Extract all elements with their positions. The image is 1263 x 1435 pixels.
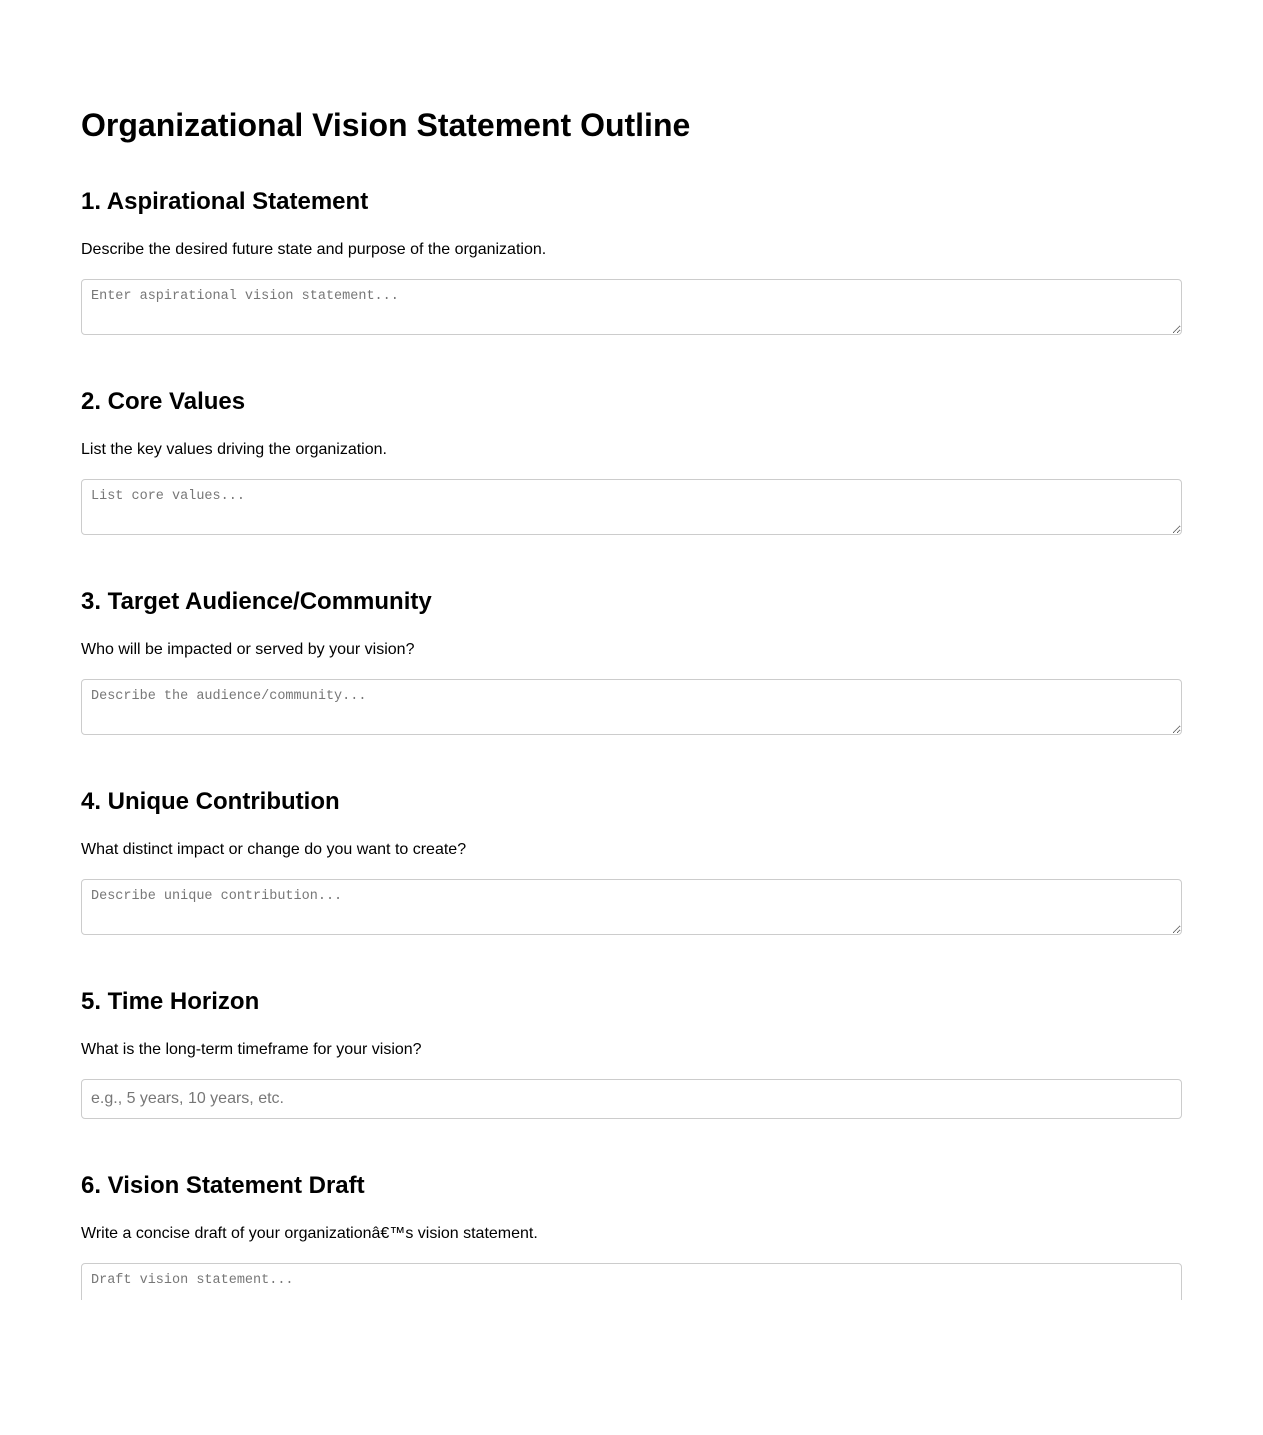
section-aspirational-statement	[81, 188, 1182, 335]
aspirational-statement-textarea[interactable]	[81, 279, 1182, 335]
core-values-textarea[interactable]	[81, 479, 1182, 535]
vision-draft-textarea[interactable]	[81, 1263, 1182, 1300]
section-heading: 6. Vision Statement Draft	[81, 1172, 365, 1199]
section-heading: 4. Unique Contribution	[81, 788, 340, 815]
section-description: Describe the desired future state and purpose of the organization.	[81, 241, 547, 258]
section-description: Who will be impacted or served by your vision?	[81, 641, 415, 658]
section-description: What is the long-term timeframe for your vision?	[81, 1041, 422, 1058]
time-horizon-input[interactable]	[81, 1079, 1182, 1119]
section-time-horizon	[81, 988, 1182, 1119]
section-heading: 5. Time Horizon	[81, 988, 260, 1015]
section-heading: 1. Aspirational Statement	[81, 188, 369, 215]
section-vision-draft	[81, 1172, 1182, 1300]
section-heading: 2. Core Values	[81, 388, 246, 415]
page-title: Organizational Vision Statement Outline	[81, 107, 691, 143]
section-core-values	[81, 388, 1182, 535]
section-heading: 3. Target Audience/Community	[81, 588, 432, 615]
section-description: What distinct impact or change do you want to create?	[81, 841, 467, 858]
section-description: Write a concise draft of your organizationâ€™s vision statement.	[81, 1225, 538, 1242]
target-audience-textarea[interactable]	[81, 679, 1182, 735]
section-target-audience	[81, 588, 1182, 735]
section-unique-contribution	[81, 788, 1182, 935]
vision-outline-form	[81, 0, 1182, 1300]
section-description: List the key values driving the organization.	[81, 441, 387, 458]
unique-contribution-textarea[interactable]	[81, 879, 1182, 935]
